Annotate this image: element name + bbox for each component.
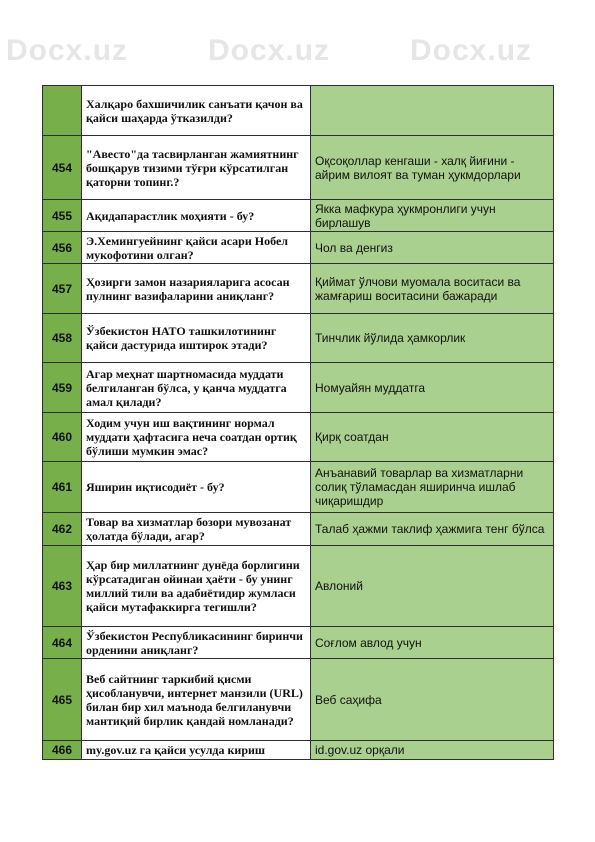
answer-cell: Тинчлик йўлида ҳамкорлик <box>311 314 554 363</box>
question-cell: Ўзбекистон НАТО ташкилотининг қайси дастурида иштирок этади? <box>82 314 311 363</box>
question-cell: Ўзбекистон Республикасининг биринчи орденини аниқланг? <box>82 627 311 659</box>
answer-cell <box>311 86 554 136</box>
answer-cell: Қиймат ўлчови муомала воситаси ва жамғариш воситасини бажаради <box>311 264 554 314</box>
table-row <box>43 136 554 200</box>
table-row <box>43 462 554 513</box>
row-number: 462 <box>43 513 82 546</box>
question-cell: Ҳозирги замон назарияларига асосан пулнинг вазифаларини аниқланг? <box>82 264 311 314</box>
row-number: 454 <box>43 136 82 200</box>
row-number: 459 <box>43 363 82 413</box>
question-cell: Ҳар бир миллатнинг дунёда борлигини кўрсатадиган ойинаи ҳаёти - бу унинг миллий тили ва адабиётидир жумласи қайси мутафаккирга тегишли? <box>82 546 311 627</box>
answer-cell: Авлоний <box>311 546 554 627</box>
answer-cell: Оқсоқоллар кенгаши - халқ йиғини - айрим вилоят ва туман ҳукмдорлари <box>311 136 554 200</box>
answer-cell: Веб саҳифа <box>311 659 554 741</box>
answer-cell: Номуайян муддатга <box>311 363 554 413</box>
question-cell: Халқаро бахшичилик санъати қачон ва қайси шаҳарда ўтказилди? <box>82 86 311 136</box>
answer-cell: Талаб ҳажми таклиф ҳажмига тенг бўлса <box>311 513 554 546</box>
table-row <box>43 627 554 659</box>
row-number: 456 <box>43 232 82 264</box>
watermark: Docx.uz <box>6 34 129 67</box>
table-row <box>43 363 554 413</box>
question-cell: Товар ва хизматлар бозори мувозанат ҳолатда бўлади, агар? <box>82 513 311 546</box>
watermark: Docx.uz <box>410 34 533 67</box>
table-row <box>43 264 554 314</box>
row-number: 466 <box>43 741 82 760</box>
row-number: 465 <box>43 659 82 741</box>
row-number: 457 <box>43 264 82 314</box>
table-row <box>43 513 554 546</box>
question-cell: Э.Хемингуейнинг қайси асари Нобел мукофотини олган? <box>82 232 311 264</box>
question-cell: "Авесто"да тасвирланган жамиятнинг бошқарув тизими тўғри кўрсатилган қаторни топинг.? <box>82 136 311 200</box>
question-cell: my.gov.uz га қайси усулда кириш <box>82 741 311 760</box>
row-number: 460 <box>43 413 82 462</box>
row-number: 464 <box>43 627 82 659</box>
table-row <box>43 413 554 462</box>
table-row <box>43 741 554 760</box>
question-answer-table <box>42 85 554 760</box>
answer-cell: Чол ва денгиз <box>311 232 554 264</box>
answer-cell: Қирқ соатдан <box>311 413 554 462</box>
row-number: 461 <box>43 462 82 513</box>
answer-cell: Соғлом авлод учун <box>311 627 554 659</box>
answer-cell: Якка мафкура ҳукмронлиги учун бирлашув <box>311 200 554 232</box>
table-row <box>43 232 554 264</box>
question-cell: Яширин иқтисодиёт - бу? <box>82 462 311 513</box>
watermark: Docx.uz <box>208 34 331 67</box>
row-number <box>43 86 82 136</box>
table-row <box>43 200 554 232</box>
question-cell: Ақидапарастлик моҳияти - бу? <box>82 200 311 232</box>
question-cell: Ходим учун иш вақтининг нормал муддати ҳафтасига неча соатдан ортиқ бўлиши мумкин эмас? <box>82 413 311 462</box>
answer-cell: Анъанавий товарлар ва хизматларни солиқ тўламасдан яширинча ишлаб чиқаришдир <box>311 462 554 513</box>
question-cell: Веб сайтнинг таркибий қисми ҳисобланувчи, интернет манзили (URL) билан бир хил маънода белгиланувчи мантиқий бирлик қандай номланади? <box>82 659 311 741</box>
question-cell: Агар меҳнат шартномасида муддати белгиланган бўлса, у қанча муддатга амал қилади? <box>82 363 311 413</box>
table-row <box>43 546 554 627</box>
table-row <box>43 314 554 363</box>
table-row <box>43 86 554 136</box>
answer-cell: id.gov.uz орқали <box>311 741 554 760</box>
table-row <box>43 659 554 741</box>
row-number: 455 <box>43 200 82 232</box>
row-number: 463 <box>43 546 82 627</box>
row-number: 458 <box>43 314 82 363</box>
